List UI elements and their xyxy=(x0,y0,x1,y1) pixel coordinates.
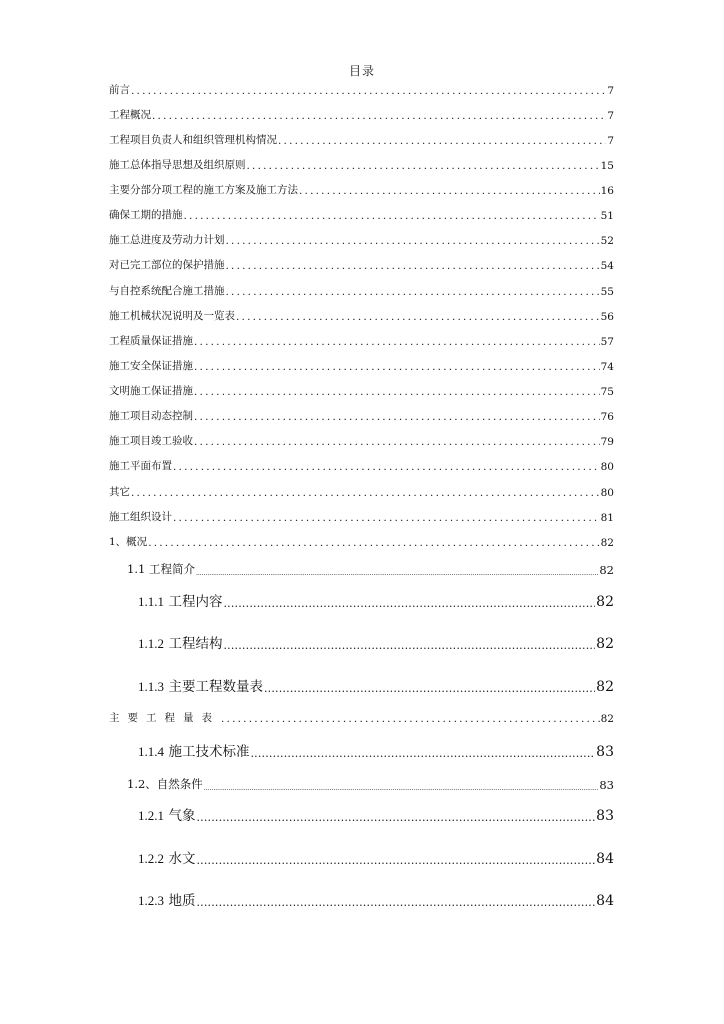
toc-entry[interactable] xyxy=(109,534,614,549)
toc-entry[interactable] xyxy=(138,740,614,760)
toc-entry-label: 施工平面布置 xyxy=(109,460,172,472)
dot-leader xyxy=(226,235,600,247)
toc-entry-number: 1.2.2 xyxy=(138,851,164,866)
toc-entry-page: 75 xyxy=(600,386,614,398)
toc-entry-label: 1.2、自然条件 xyxy=(127,777,203,791)
dot-leader xyxy=(173,512,600,524)
toc-entry-label: 1、概况 xyxy=(109,536,148,548)
toc-entry-page: 81 xyxy=(600,512,614,524)
toc-entry[interactable] xyxy=(109,308,614,323)
dot-leader xyxy=(148,537,599,549)
dot-leader xyxy=(173,461,600,473)
toc-entry-page: 7 xyxy=(607,85,614,97)
toc-entry-label: 施工机械状况说明及一览表 xyxy=(109,310,235,322)
dot-leader xyxy=(221,713,600,725)
toc-entry-page: 52 xyxy=(600,235,614,247)
toc-entry[interactable] xyxy=(109,207,614,222)
toc-entry-label: 施工安全保证措施 xyxy=(109,360,193,372)
dot-leader xyxy=(196,570,598,577)
toc-entry-page: 83 xyxy=(596,744,614,760)
toc-entry-label: 确保工期的措施 xyxy=(109,209,183,221)
toc-entry-page: 55 xyxy=(600,286,614,298)
toc-entry-label: 施工项目竣工验收 xyxy=(109,435,193,447)
toc-entry[interactable] xyxy=(109,458,614,473)
toc-entry-page: 76 xyxy=(600,411,614,423)
toc-entry-number: 1.2.3 xyxy=(138,893,164,908)
dot-leader xyxy=(278,135,606,147)
toc-entry-label: 工程质量保证措施 xyxy=(109,335,193,347)
dot-leader xyxy=(131,85,606,97)
dot-leader xyxy=(223,597,595,610)
toc-entry[interactable] xyxy=(109,383,614,398)
dot-leader xyxy=(223,639,595,652)
toc-entry-label: 工程项目负责人和组织管理机构情况 xyxy=(109,134,277,146)
dot-leader xyxy=(184,210,600,222)
toc-entry-label: 工程结构 xyxy=(168,636,223,652)
toc-entry[interactable] xyxy=(109,333,614,348)
toc-entry-page: 15 xyxy=(600,160,614,172)
toc-title: 目录 xyxy=(348,64,375,78)
toc-entry-page: 82 xyxy=(600,537,614,549)
toc-entry-number: 1.1.4 xyxy=(138,744,164,759)
toc-entry-page: 56 xyxy=(600,311,614,323)
toc-entry-label: 文明施工保证措施 xyxy=(109,385,193,397)
toc-entry-page: 7 xyxy=(607,135,614,147)
toc-entry-page: 79 xyxy=(600,436,614,448)
toc-entry-page: 83 xyxy=(599,778,614,792)
toc-entry[interactable] xyxy=(109,232,614,247)
toc-entry-page: 83 xyxy=(596,808,614,824)
toc-entry-page: 82 xyxy=(596,594,614,610)
toc-entry-page: 84 xyxy=(596,893,614,909)
toc-entry[interactable] xyxy=(109,132,614,147)
toc-entry[interactable] xyxy=(138,675,614,695)
toc-entry[interactable] xyxy=(138,889,614,909)
dot-leader xyxy=(194,411,600,423)
dot-leader xyxy=(299,185,600,197)
toc-entry-label: 与自控系统配合施工措施 xyxy=(109,285,225,297)
toc-entry-number: 1.2.1 xyxy=(138,808,164,823)
dot-leader xyxy=(247,160,600,172)
dot-leader xyxy=(196,811,595,824)
toc-entry-label: 施工组织设计 xyxy=(109,511,172,523)
toc-entry[interactable] xyxy=(127,776,614,792)
dot-leader xyxy=(204,785,599,792)
toc-entry-page: 82 xyxy=(599,563,614,577)
toc-entry[interactable] xyxy=(138,632,614,652)
toc-entry[interactable] xyxy=(109,182,614,197)
toc-entry[interactable] xyxy=(109,257,614,272)
toc-entry-label: 施工总体指导思想及组织原则 xyxy=(109,159,246,171)
toc-entry[interactable] xyxy=(109,433,614,448)
toc-entry[interactable] xyxy=(138,804,614,824)
toc-entry-page: 80 xyxy=(600,461,614,473)
toc-entry-label: 主要工程量表 xyxy=(109,712,220,724)
toc-entry-page: 82 xyxy=(596,636,614,652)
toc-entry-label: 工程内容 xyxy=(168,594,223,610)
toc-entry[interactable] xyxy=(109,710,614,725)
dot-leader xyxy=(196,854,595,867)
toc-entry-page: 84 xyxy=(596,851,614,867)
dot-leader xyxy=(236,311,600,323)
toc-entry-page: 16 xyxy=(600,185,614,197)
toc-entry-label: 工程概况 xyxy=(109,109,151,121)
toc-entry-page: 74 xyxy=(600,361,614,373)
toc-entry-label: 水文 xyxy=(168,851,196,867)
toc-entry[interactable] xyxy=(109,107,614,122)
dot-leader xyxy=(264,682,595,695)
toc-entry-label: 地质 xyxy=(168,893,196,909)
toc-entry-page: 54 xyxy=(600,260,614,272)
toc-entry-label: 气象 xyxy=(168,808,196,824)
toc-entry[interactable] xyxy=(109,82,614,97)
toc-entry-page: 80 xyxy=(600,487,614,499)
toc-entry-page: 82 xyxy=(600,713,614,725)
toc-entry-label: 施工项目动态控制 xyxy=(109,410,193,422)
toc-entry[interactable] xyxy=(109,283,614,298)
dot-leader xyxy=(194,336,600,348)
toc-entry-page: 57 xyxy=(600,336,614,348)
dot-leader xyxy=(226,286,600,298)
toc-entry[interactable] xyxy=(109,484,614,499)
toc-entry[interactable] xyxy=(109,509,614,524)
dot-leader xyxy=(194,436,600,448)
toc-entry-label: 其它 xyxy=(109,486,130,498)
dot-leader xyxy=(152,110,606,122)
dot-leader xyxy=(226,260,600,272)
toc-entry-label: 对已完工部位的保护措施 xyxy=(109,259,225,271)
toc-entry-number: 1.1.1 xyxy=(138,594,164,609)
toc-entry[interactable] xyxy=(109,358,614,373)
toc-entry-label: 施工技术标准 xyxy=(168,744,250,760)
toc-entry-page: 7 xyxy=(607,110,614,122)
toc-entry-number: 1.1.2 xyxy=(138,636,164,651)
toc-entry[interactable] xyxy=(138,590,614,610)
toc-entry-page: 82 xyxy=(596,679,614,695)
dot-leader xyxy=(131,487,600,499)
toc-entry-label: 施工总进度及劳动力计划 xyxy=(109,234,225,246)
toc-entry[interactable] xyxy=(109,157,614,172)
toc-entry-label: 主要工程数量表 xyxy=(168,679,263,695)
dot-leader xyxy=(250,747,595,760)
toc-entry-label: 主要分部分项工程的施工方案及施工方法 xyxy=(109,184,298,196)
toc-entry[interactable] xyxy=(138,847,614,867)
toc-entry-page: 51 xyxy=(600,210,614,222)
toc-entry-label: 1.1 工程简介 xyxy=(127,562,195,576)
toc-entry[interactable] xyxy=(127,561,614,577)
dot-leader xyxy=(194,386,600,398)
toc-entry-label: 前言 xyxy=(109,84,130,96)
dot-leader xyxy=(196,896,595,909)
toc-entry[interactable] xyxy=(109,408,614,423)
dot-leader xyxy=(194,361,600,373)
toc-entry-number: 1.1.3 xyxy=(138,679,164,694)
